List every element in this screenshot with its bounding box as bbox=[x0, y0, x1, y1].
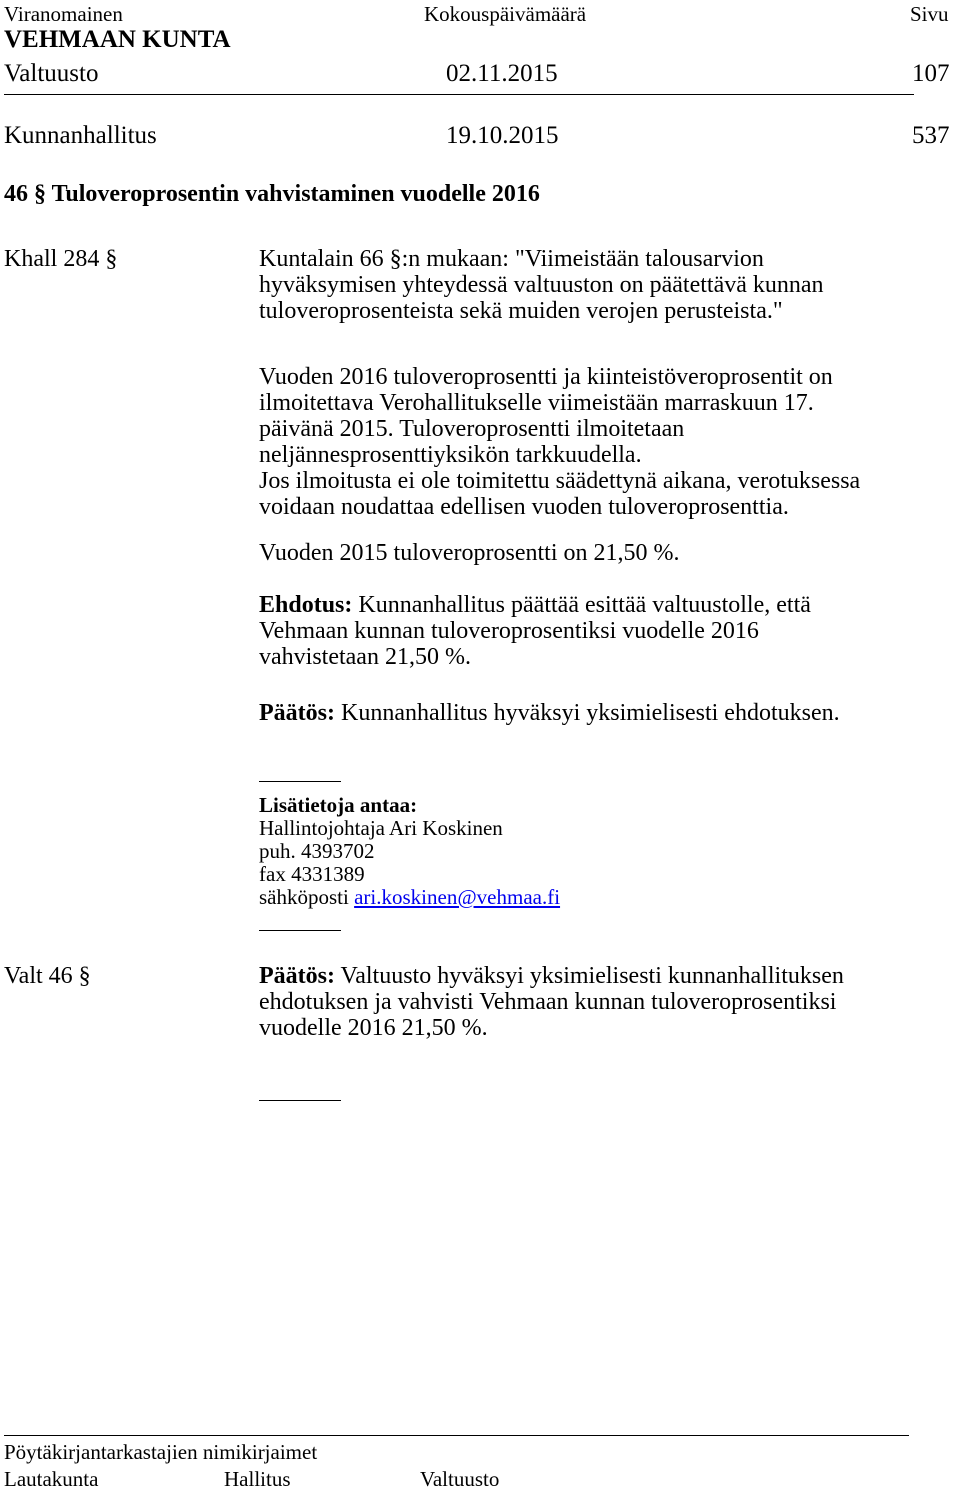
kunnanhallitus-page: 537 bbox=[912, 122, 950, 149]
valt-decision-label: Päätös: bbox=[259, 963, 335, 989]
law-line: Kuntalain 66 §:n mukaan: "Viimeistään talousarvion bbox=[259, 246, 764, 272]
paragraph-line: Jos ilmoitusta ei ole toimitettu säädettynä aikana, verotuksessa bbox=[259, 468, 861, 494]
section-title bbox=[4, 181, 540, 208]
contact-phone: puh. 4393702 bbox=[259, 839, 375, 863]
valt-label bbox=[4, 963, 91, 989]
paragraph-line: voidaan noudattaa edellisen vuoden tuloveroprosenttia. bbox=[259, 494, 789, 520]
valt-sign: § bbox=[78, 963, 91, 989]
valtuusto-date: 02.11.2015 bbox=[446, 60, 558, 87]
paragraph-line: neljännesprosenttiyksikön tarkkuudella. bbox=[259, 442, 642, 468]
kunnanhallitus-date: 19.10.2015 bbox=[446, 122, 559, 149]
valt-label-text: Valt 46 bbox=[4, 963, 73, 989]
email-link[interactable]: ari.koskinen@vehmaa.fi bbox=[354, 885, 561, 909]
valt-decision-line: vuodelle 2016 21,50 %. bbox=[259, 1015, 488, 1041]
valt-decision-line: Valtuusto hyväksyi yksimielisesti kunnanhallituksen bbox=[334, 963, 844, 989]
valtuusto-body: Valtuusto bbox=[4, 60, 99, 87]
header-label-authority: Viranomainen bbox=[4, 2, 123, 26]
proposal-line: Kunnanhallitus päättää esittää valtuustolle, että bbox=[352, 592, 811, 618]
contact-fax: fax 4331389 bbox=[259, 862, 365, 886]
khall-label bbox=[4, 246, 117, 272]
signatures-label: Pöytäkirjantarkastajien nimikirjaimet bbox=[4, 1440, 318, 1464]
kunnanhallitus-body: Kunnanhallitus bbox=[4, 122, 157, 149]
valt-decision-line: ehdotuksen ja vahvisti Vehmaan kunnan tuloveroprosentiksi bbox=[259, 989, 837, 1015]
paragraph-line: ilmoitettava Verohallitukselle viimeistään marraskuun 17. bbox=[259, 390, 814, 416]
law-line: tuloveroprosenteista sekä muiden verojen perusteista." bbox=[259, 298, 783, 324]
footer-column-lautakunta: Lautakunta bbox=[4, 1467, 99, 1491]
law-quote bbox=[259, 246, 824, 324]
paragraph-line: päivänä 2015. Tuloveroprosentti ilmoitetaan bbox=[259, 416, 685, 442]
decision-text: Kunnanhallitus hyväksyi yksimielisesti ehdotuksen. bbox=[334, 700, 840, 726]
footer-column-valtuusto: Valtuusto bbox=[420, 1467, 500, 1491]
email-label: sähköposti bbox=[259, 885, 355, 909]
khall-label-text: Khall 284 bbox=[4, 246, 100, 272]
municipality-name: VEHMAAN KUNTA bbox=[4, 26, 231, 53]
current-rate: Vuoden 2015 tuloveroprosentti on 21,50 %. bbox=[259, 540, 680, 566]
law-line: hyväksymisen yhteydessä valtuuston on päätettävä kunnan bbox=[259, 272, 824, 298]
header-label-meeting-date: Kokouspäivämäärä bbox=[424, 2, 587, 26]
section-title-text: Tuloveroprosentin vahvistaminen vuodelle 2016 bbox=[51, 181, 540, 207]
contact-name: Hallintojohtaja Ari Koskinen bbox=[259, 816, 503, 840]
proposal-line: vahvistetaan 21,50 %. bbox=[259, 644, 471, 670]
notification-paragraph bbox=[259, 364, 860, 520]
valt-decision bbox=[259, 963, 844, 1041]
section-number: 46 bbox=[4, 181, 28, 207]
header-label-page: Sivu bbox=[910, 2, 949, 26]
khall-sign: § bbox=[105, 246, 118, 272]
contact-title: Lisätietoja antaa: bbox=[259, 793, 418, 817]
proposal-line: Vehmaan kunnan tuloveroprosentiksi vuodelle 2016 bbox=[259, 618, 759, 644]
khall-decision bbox=[259, 700, 840, 726]
contact-email-row bbox=[259, 886, 560, 909]
end-divider bbox=[259, 1100, 341, 1101]
proposal-label: Ehdotus: bbox=[259, 592, 353, 618]
decision-label: Päätös: bbox=[259, 700, 335, 726]
paragraph-sign: § bbox=[34, 181, 46, 207]
footer-column-hallitus: Hallitus bbox=[224, 1467, 291, 1491]
contact-divider-top bbox=[259, 781, 341, 782]
contact-divider-bottom bbox=[259, 930, 341, 931]
contact-block bbox=[259, 794, 560, 909]
footer-divider bbox=[4, 1435, 909, 1436]
paragraph-line: Vuoden 2016 tuloveroprosentti ja kiinteistöveroprosentit on bbox=[259, 364, 833, 390]
proposal bbox=[259, 592, 811, 670]
valtuusto-page: 107 bbox=[912, 60, 950, 87]
header-divider bbox=[4, 94, 914, 95]
